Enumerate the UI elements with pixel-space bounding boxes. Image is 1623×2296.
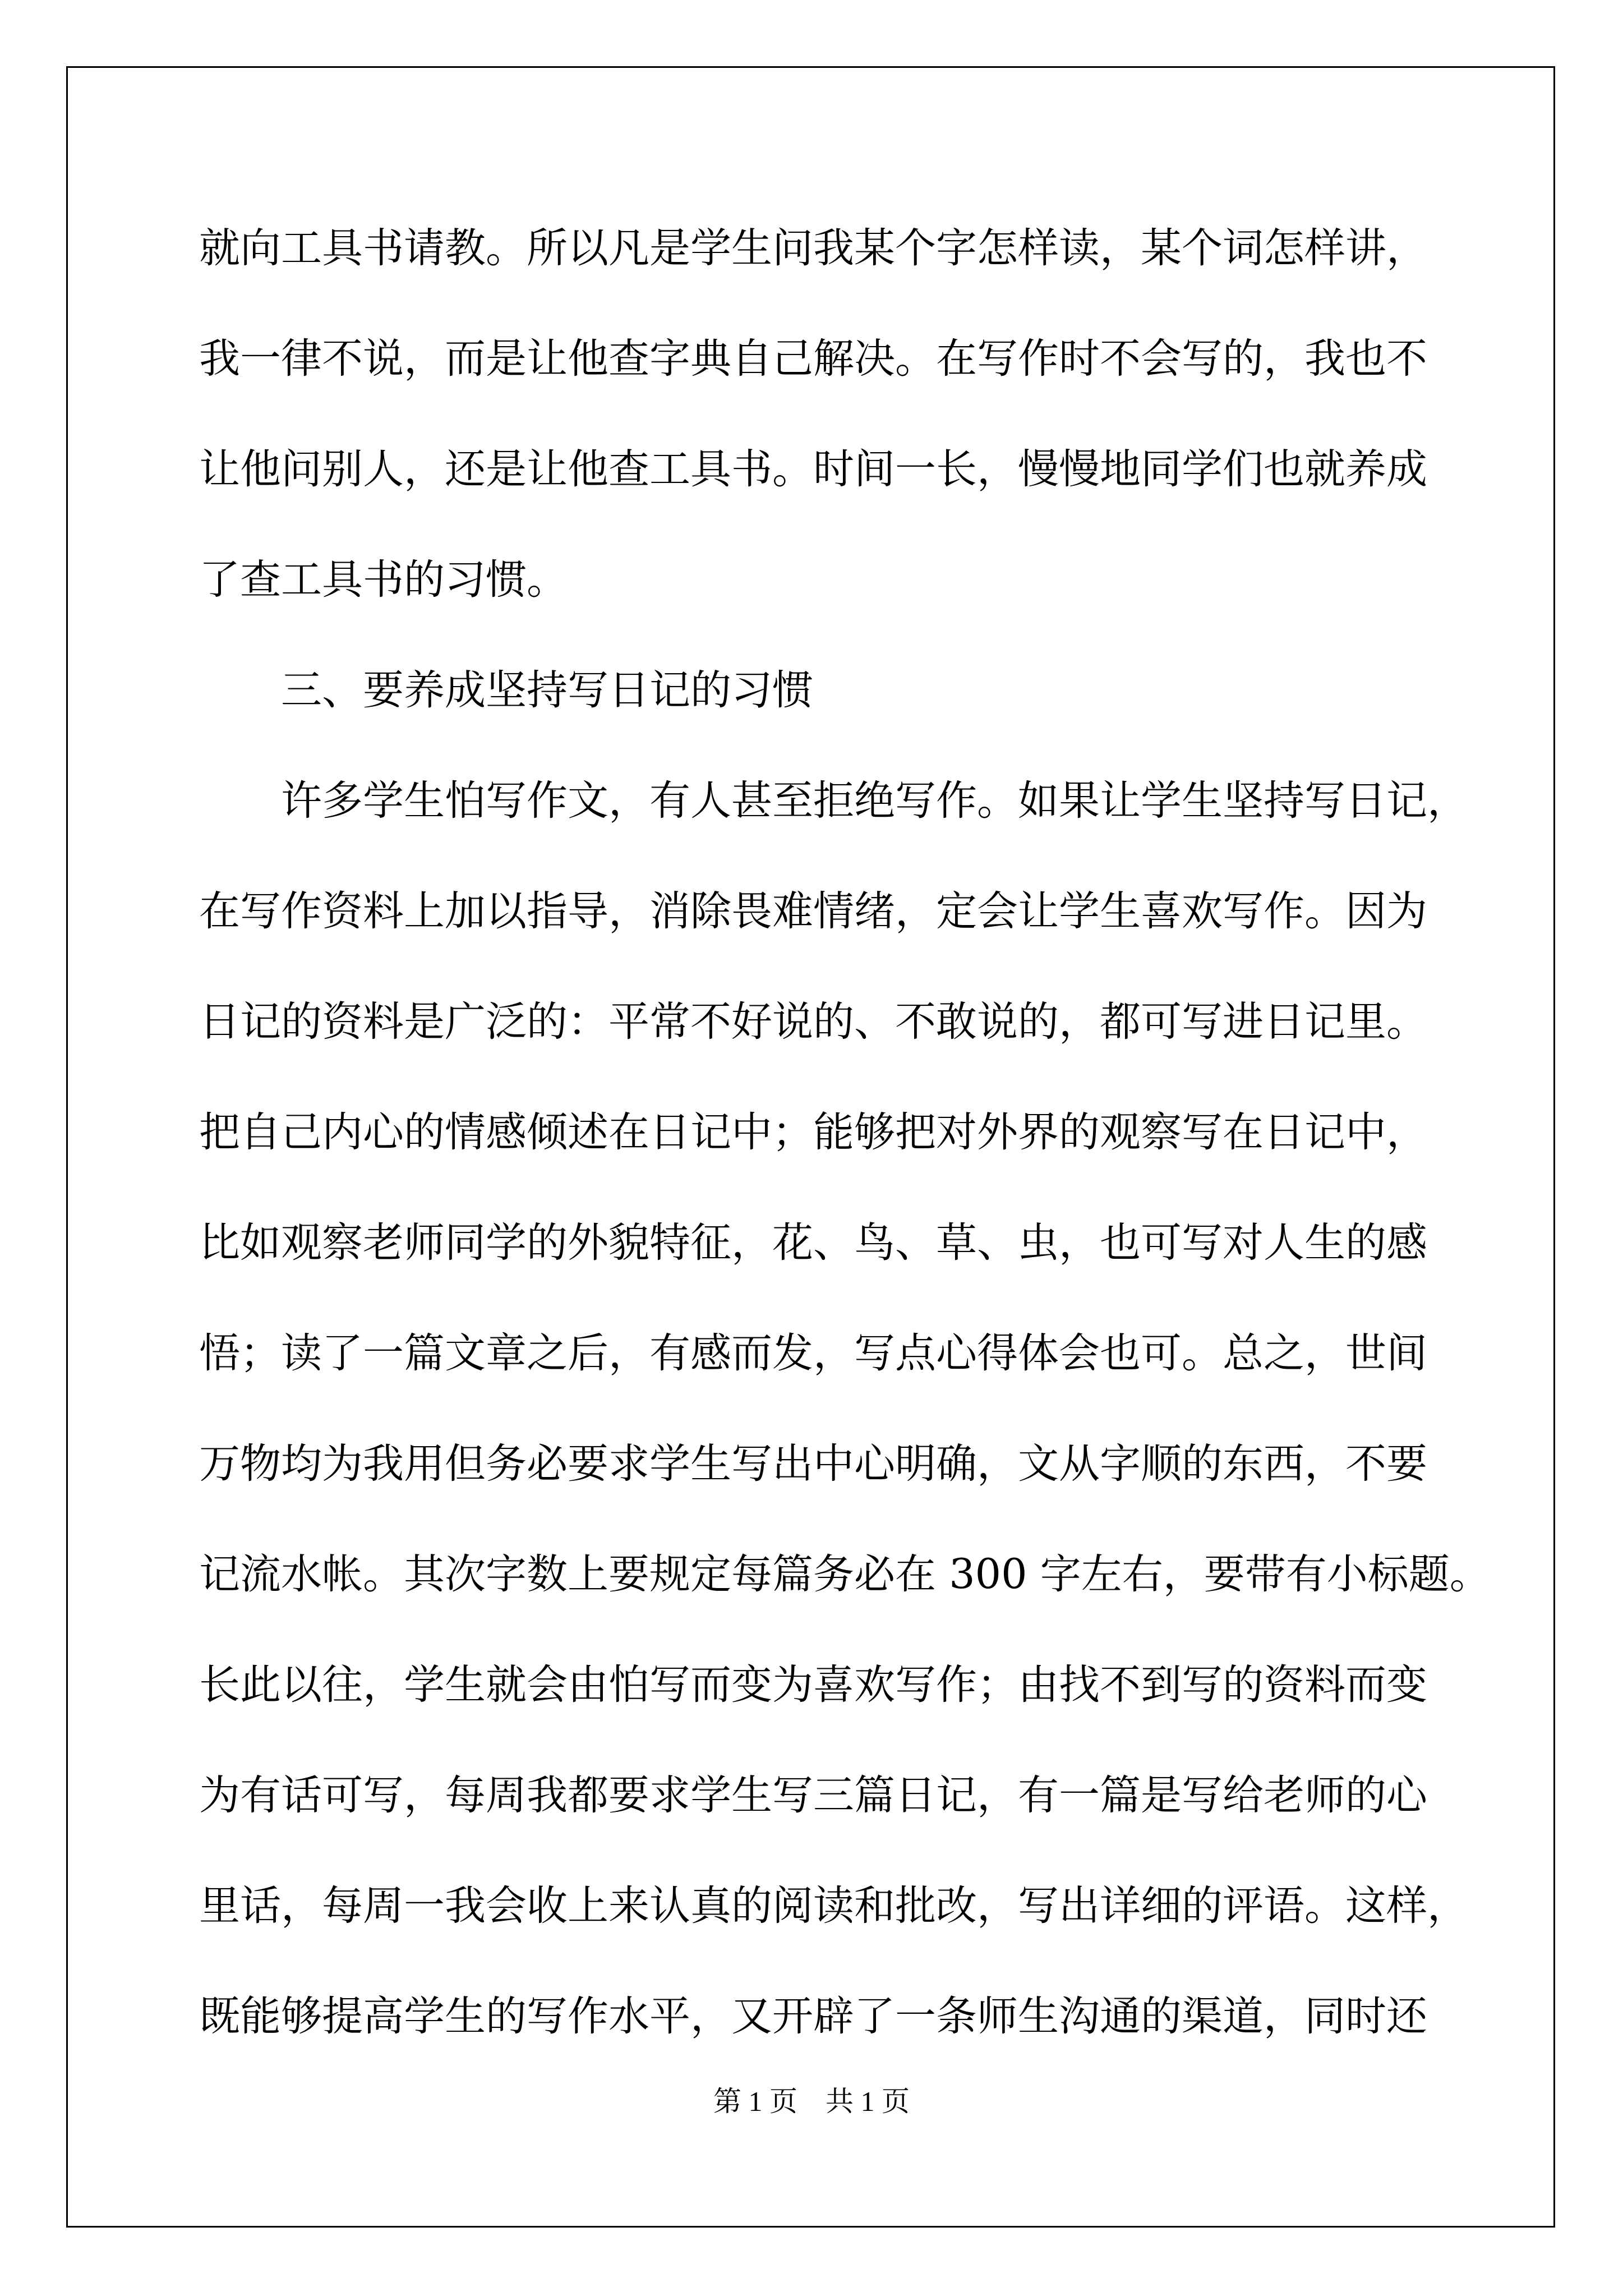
text-line: 万物均为我用但务必要求学生写出中心明确，文从字顺的东西，不要: [199, 1440, 1427, 1488]
text-line: 就向工具书请教。所以凡是学生问我某个字怎样读，某个词怎样讲，: [199, 224, 1427, 272]
text-line: 许多学生怕写作文，有人甚至拒绝写作。如果让学生坚持写日记，: [199, 777, 1468, 825]
text-line: 记流水帐。其次字数上要规定每篇务必在 300 字左右，要带有小标题。: [199, 1550, 1491, 1598]
text-line: 比如观察老师同学的外貌特征，花、鸟、草、虫，也可写对人生的感: [199, 1219, 1427, 1267]
text-line: 把自己内心的情感倾述在日记中；能够把对外界的观察写在日记中，: [199, 1108, 1427, 1156]
text-line: 在写作资料上加以指导，消除畏难情绪，定会让学生喜欢写作。因为: [199, 887, 1427, 935]
text-line: 长此以往，学生就会由怕写而变为喜欢写作；由找不到写的资料而变: [199, 1661, 1427, 1709]
text-line: 里话，每周一我会收上来认真的阅读和批改，写出详细的评语。这样，: [199, 1882, 1468, 1930]
text-line: 让他问别人，还是让他查工具书。时间一长，慢慢地同学们也就养成: [199, 445, 1427, 493]
text-line: 日记的资料是广泛的：平常不好说的、不敢说的，都可写进日记里。: [199, 998, 1427, 1046]
page-footer: [0, 2085, 1623, 2118]
text-line: 我一律不说，而是让他查字典自己解决。在写作时不会写的，我也不: [199, 335, 1427, 383]
section-heading: 三、要养成坚持写日记的习惯: [199, 666, 813, 714]
text-line: 了查工具书的习惯。: [199, 556, 568, 604]
text-line: 为有话可写，每周我都要求学生写三篇日记，有一篇是写给老师的心: [199, 1772, 1427, 1819]
text-line: 既能够提高学生的写作水平，又开辟了一条师生沟通的渠道，同时还: [199, 1993, 1427, 2040]
page-total: 共 1 页: [826, 2086, 910, 2117]
text-line: 悟；读了一篇文章之后，有感而发，写点心得体会也可。总之，世间: [199, 1329, 1427, 1377]
document-body: [199, 193, 1491, 2072]
page-number: 第 1 页: [713, 2086, 797, 2117]
